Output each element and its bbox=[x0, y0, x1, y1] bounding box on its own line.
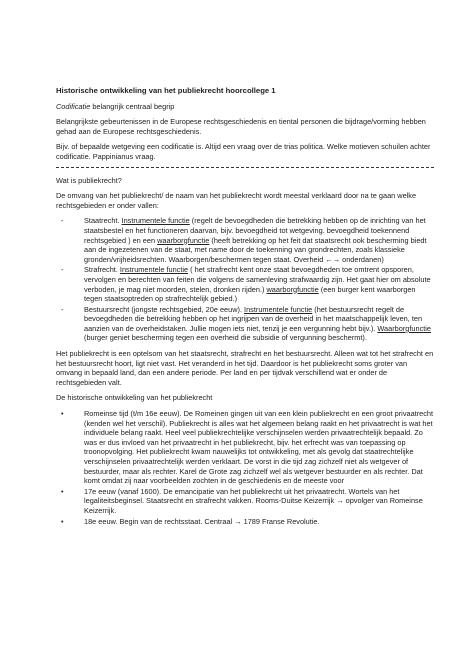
section-intro: De omvang van het publiekrecht/ de naam van het publiekrecht wordt meestal verklaard door na te gaan welke rechtsgebieden er onder vallen: bbox=[56, 191, 417, 210]
rechtsgebieden-list bbox=[56, 216, 434, 343]
codificatie-rest: belangrijk centraal begrip bbox=[90, 101, 175, 111]
document-page bbox=[56, 86, 434, 532]
list-item-17e-eeuw: • 17e eeuw (vanaf 1600). De emancipatie van het publiekrecht uit het privaatrecht. Wortels van het legaliteitsbeginsel. Staatsrecht en strafrecht vakken. Rooms-Duitse Keizerrijk → opvolger van Romeinse Keizerrijk. bbox=[56, 487, 434, 516]
item-text: Strafrecht. bbox=[84, 265, 120, 275]
intro-paragraph-1: Belangrijkste gebeurtenissen in de Europese rechtsgeschiedenis en tiental personen die bijdrage/vorming hebben gehad aan de Europese rechtsgeschiedenis. bbox=[56, 117, 426, 136]
dashed-separator bbox=[56, 162, 434, 168]
list-item-18e-eeuw: • 18e eeuw. Begin van de rechtsstaat. Centraal → 1789 Franse Revolutie. bbox=[56, 517, 434, 527]
list-item-strafrecht bbox=[56, 265, 434, 303]
page-title: Historische ontwikkeling van het publiekrecht hoorcollege 1 bbox=[56, 86, 276, 95]
historische-periodes-list bbox=[56, 409, 434, 526]
item-text: ( het strafrecht kent onze staat bevoegdheden toe omtrent opsporen, vervolgen en berechten van feiten die volgens de samenleving strafwaardig zijn. Het gaat hier om absolute verboden, je mag niet moorden, stelen, dronken rijden.) bbox=[84, 265, 431, 294]
publiekrecht-summary-paragraph: Het publiekrecht is een optelsom van het staatsrecht, strafrecht en het bestuursrecht. Alleen wat tot het strafrecht en het bestuursrecht hoort, ligt niet vast. Het veranderd in het tijd. Daardoor is het publiekrecht soms groter van omvang in bepaald land, dan een andere periode. Per land en per tijdvak verschillend wat er onder de rechtsgebieden valt. bbox=[56, 349, 434, 387]
intro-paragraph-2: Bijv. of bepaalde wetgeving een codificatie is. Altijd een vraag over de trias politica. Welke motieven schuilen achter codificatie. Pappinianus vraag. bbox=[56, 142, 431, 161]
item-text: (het bestuursrecht regelt de bevoegdheden die betrekking hebben op het ingrijpen van de overheid in het maatschappelijk leven, ten aanzien van de overheidstaken. Jullie mogen iets niet, tenzij je een vergunning hebt bijv.). bbox=[84, 304, 423, 333]
instrumentele-functie-term: Instrumentele functie bbox=[244, 304, 313, 314]
waarborgfunctie-term: waarborgfunctie bbox=[266, 284, 319, 294]
instrumentele-functie-term: Instrumentele functie bbox=[119, 265, 189, 275]
section-heading-historische-ontwikkeling: De historische ontwikkeling van het publiekrecht bbox=[56, 393, 213, 403]
item-text: Staatrecht. bbox=[84, 216, 122, 226]
item-text: Bestuursrecht (jongste rechtsgebied, 20e eeuw). bbox=[84, 304, 245, 314]
item-text: (burger geniet bescherming tegen een overheid die subsidie of vergunning beschermt). bbox=[84, 333, 367, 343]
waarborgfunctie-term: Waarborgfunctie bbox=[377, 323, 431, 333]
item-text: (een burger kent waarborgen tegen staatsoptreden op strafrechtelijk gebied.) bbox=[84, 284, 416, 304]
waarborgfunctie-term: waarborgfunctie bbox=[157, 235, 210, 245]
codificatie-line bbox=[56, 102, 434, 112]
instrumentele-functie-term: Instrumentele functie bbox=[121, 216, 190, 226]
list-item-staatrecht bbox=[56, 216, 434, 264]
list-item-bestuursrecht bbox=[56, 305, 434, 343]
codificatie-word: Codificatie bbox=[56, 101, 91, 111]
item-text: (heeft betrekking op het feit dat staatsrecht ook bescherming biedt aan de ingezetenen van de staat, met name door de toekenning van grondrechten, zoals klassieke gronden/vrijheidsrechten. Waarborgen/beschermen tegen staat. Overheid ←→ onderdanen) bbox=[84, 235, 427, 264]
item-text: (regelt de bevoegdheden die betrekking hebben op de inrichting van het staatsbestel en het functioneren daarvan, bijv. bevoegdheid tot wetgeving. bevoegdheid toekennend rechtsgebied ) en een bbox=[84, 216, 426, 245]
list-item-romeinse-tijd: • Romeinse tijd (t/m 16e eeuw). De Romeinen gingen uit van een klein publiekrecht en een groot privaatrecht (kenden wel het verschil). Publiekrecht is alles wat het algemeen belang raakt en het privaatrecht is wat het individuele belang raakt. Heel veel publiekrechtelijke verschijnselen werden privaatrechtelijk bepaald. Zo was er dus invloed van het privaatrecht in het publiekrecht, bijv. het erfrecht was van toepassing op troonopvolging. Het publiekrecht kwam nauwelijks tot ontwikkeling, met als gevolg dat staatrechtelijke verschijnselen privaatrechtelijk werden verklaart. De vorst in die tijd zag zichzelf niet als wetgever of bestuurder, maar als rechter. Karel de Grote zag zichzelf wel als wetgever bestuurder en als rechter. Dat komt omdat zij naar voorbeelden zochten in de geschiedenis en de meeste voor bbox=[56, 409, 434, 486]
section-heading-publiekrecht: Wat is publiekrecht? bbox=[56, 175, 122, 185]
